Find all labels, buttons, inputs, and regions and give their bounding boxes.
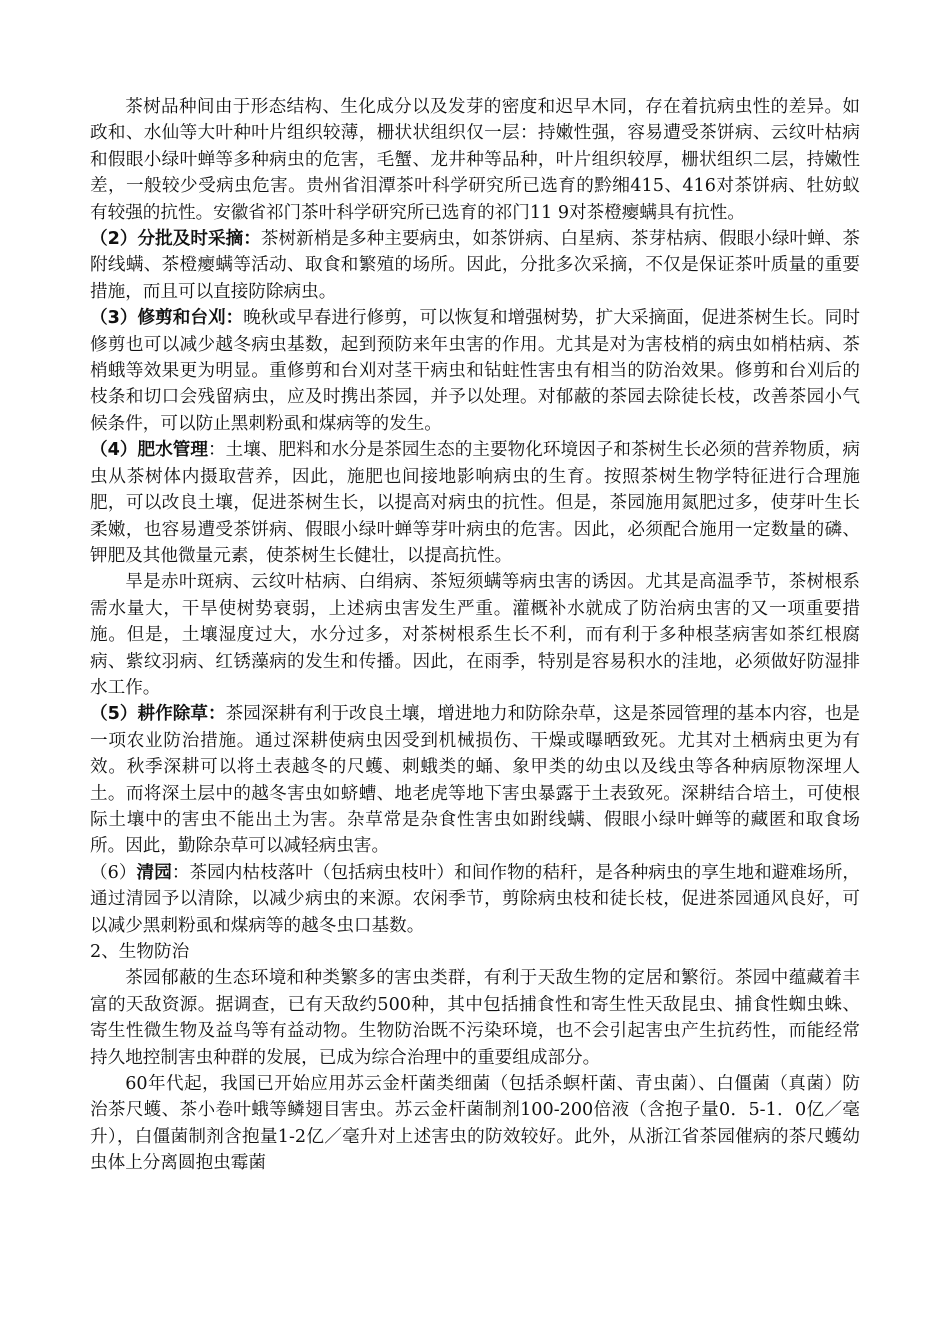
- section-heading-biocontrol: 2、生物防治: [90, 942, 190, 962]
- paragraph-drought: 旱是赤叶斑病、云纹叶枯病、白绢病、茶短须螨等病虫害的诱因。尤其是高温季节，茶树根系需水量大，干旱使树势衰弱，上述病虫害发生严重。灌概补水就成了防治病虫害的又一项重要措施。但是，土壤湿度过大，水分过多，对茶树根系生长不利，而有利于多种根茎病害如茶红根腐病、紫纹羽病、红锈藻病的发生和传播。因此，在雨季，特别是容易积水的洼地，必须做好防湿排水工作。: [90, 572, 860, 698]
- paragraph-text: 茶园深耕有利于改良土壤，增进地力和防除杂草，这是茶园管理的基本内容，也是一项农业防治措施。通过深耕使病虫因受到机械损伤、干燥或曝晒致死。尤其对土栖病虫更为有效。秋季深耕可以将土表越冬的尺蠖、刺蛾类的蛹、象甲类的幼虫以及线虫等各种病原物深埋人土。而将深土层中的越冬害虫如蛴螬、地老虎等地下害虫暴露于土表致死。深耕结合培土，可使根际土壤中的害虫不能出土为害。杂草常是杂食性害虫如跗线螨、假眼小绿叶蝉等的藏匿和取食场所。因此，勤除杂草可以减轻病虫害。: [90, 704, 860, 857]
- paragraph-pruning: [90, 305, 860, 437]
- section-label-fertilizer: （4）肥水管理: [90, 440, 209, 461]
- paragraph-text: ：茶园内枯枝落叶（包括病虫枝叶）和间作物的秸秆，是各种病虫的享生地和避难场所，通过清园予以清除，以减少病虫的来源。农闲季节，剪除病虫枝和徒长枝，促进茶园通风良好，可以减少黑刺粉虱和煤病等的越冬虫口基数。: [90, 862, 860, 936]
- section-label-pruning: （3）修剪和台刈：: [90, 308, 244, 329]
- paragraph-text: 晚秋或早春进行修剪，可以恢复和增强树势，扩大采摘面，促进茶树生长。同时修剪也可以减少越冬病虫基数，起到预防来年虫害的作用。尤其是对为害枝梢的病虫如梢枯病、茶梢蛾等效果更为明显。重修剪和台刈对茎干病虫和钻蛀性害虫有相当的防治效果。修剪和台刈后的枝条和切口会残留病虫，应及时携出茶园，并予以处理。对郁蔽的茶园去除徒长枝，改善茶园小气候条件，可以防止黑刺粉虱和煤病等的发生。: [90, 308, 860, 434]
- section-label-cleanup: 清园: [136, 862, 172, 883]
- paragraph-natural-enemies: 茶园郁蔽的生态环境和种类繁多的害虫类群，有利于天敌生物的定居和繁衍。茶园中蕴藏着丰富的天敌资源。据调查，已有天敌约500种，其中包括捕食性和寄生性天敌昆虫、捕食性蜘虫蛛、寄生性微生物及益鸟等有益动物。生物防治既不污染环境，也不会引起害虫产生抗药性，而能经常持久地控制害虫种群的发展，已成为综合治理中的重要组成部分。: [90, 968, 860, 1068]
- paragraph-variety-resistance: 茶树品种间由于形态结构、生化成分以及发芽的密度和迟早木同，存在着抗病虫性的差异。如政和、水仙等大叶种叶片组织较薄，栅状状组织仅一层：持嫩性强，容易遭受茶饼病、云纹叶枯病和假眼小绿叶蝉等多种病虫的危害，毛蟹、龙井种等品种，叶片组织较厚，栅状组织二层，持嫩性差，一般较少受病虫危害。贵州省泪潭茶叶科学研究所已选育的黔缃415、416对茶饼病、牡妨蚁有较强的抗性。安徽省祁门茶叶科学研究所已选育的祁门11 9对茶橙瘿螨具有抗性。: [90, 97, 860, 223]
- paragraph-fertilizer: [90, 437, 860, 569]
- section-number: （6）: [90, 862, 137, 883]
- paragraph-tillage: [90, 701, 860, 859]
- paragraph-picking: [90, 226, 860, 305]
- section-label-tillage: （5）耕作除草：: [90, 704, 226, 725]
- paragraph-text: ：土壤、肥料和水分是茶园生态的主要物化环境因子和茶树生长必须的营养物质，病虫从茶树体内摄取营养，因此，施肥也间接地影响病虫的生育。按照茶树生物学特征进行合理施肥，可以改良土壤，促进茶树生长，以提高对病虫的抗性。但是，茶园施用氮肥过多，使芽叶生长柔嫩，也容易遭受茶饼病、假眼小绿叶蝉等芽叶病虫的危害。因此，必须配合施用一定数量的磷、钾肥及其他微量元素，使茶树生长健壮，以提高抗性。: [90, 440, 860, 566]
- paragraph-cleanup: [90, 860, 860, 939]
- paragraph-bacteria: 60年代起，我国已开始应用苏云金杆菌类细菌（包括杀螟杆菌、青虫菌）、白僵菌（真菌）防治茶尺蠖、茶小卷叶蛾等鳞翅目害虫。苏云金杆菌制剂100-200倍液（含抱子量0．5-1．0亿／毫升），白僵菌制剂含抱量1-2亿／毫升对上述害虫的防效较好。此外，从浙江省茶园催病的茶尺蠖幼虫体上分离圆抱虫霉菌: [90, 1074, 860, 1174]
- section-label-picking: （2）分批及时采摘：: [90, 229, 261, 250]
- paragraph-text: 茶树新梢是多种主要病虫，如茶饼病、白星病、茶芽枯病、假眼小绿叶蝉、茶附线螨、茶橙瘿螨等活动、取食和繁殖的场所。因此，分批多次采摘，不仅是保证茶叶质量的重要措施，而且可以直接防除病虫。: [90, 229, 860, 302]
